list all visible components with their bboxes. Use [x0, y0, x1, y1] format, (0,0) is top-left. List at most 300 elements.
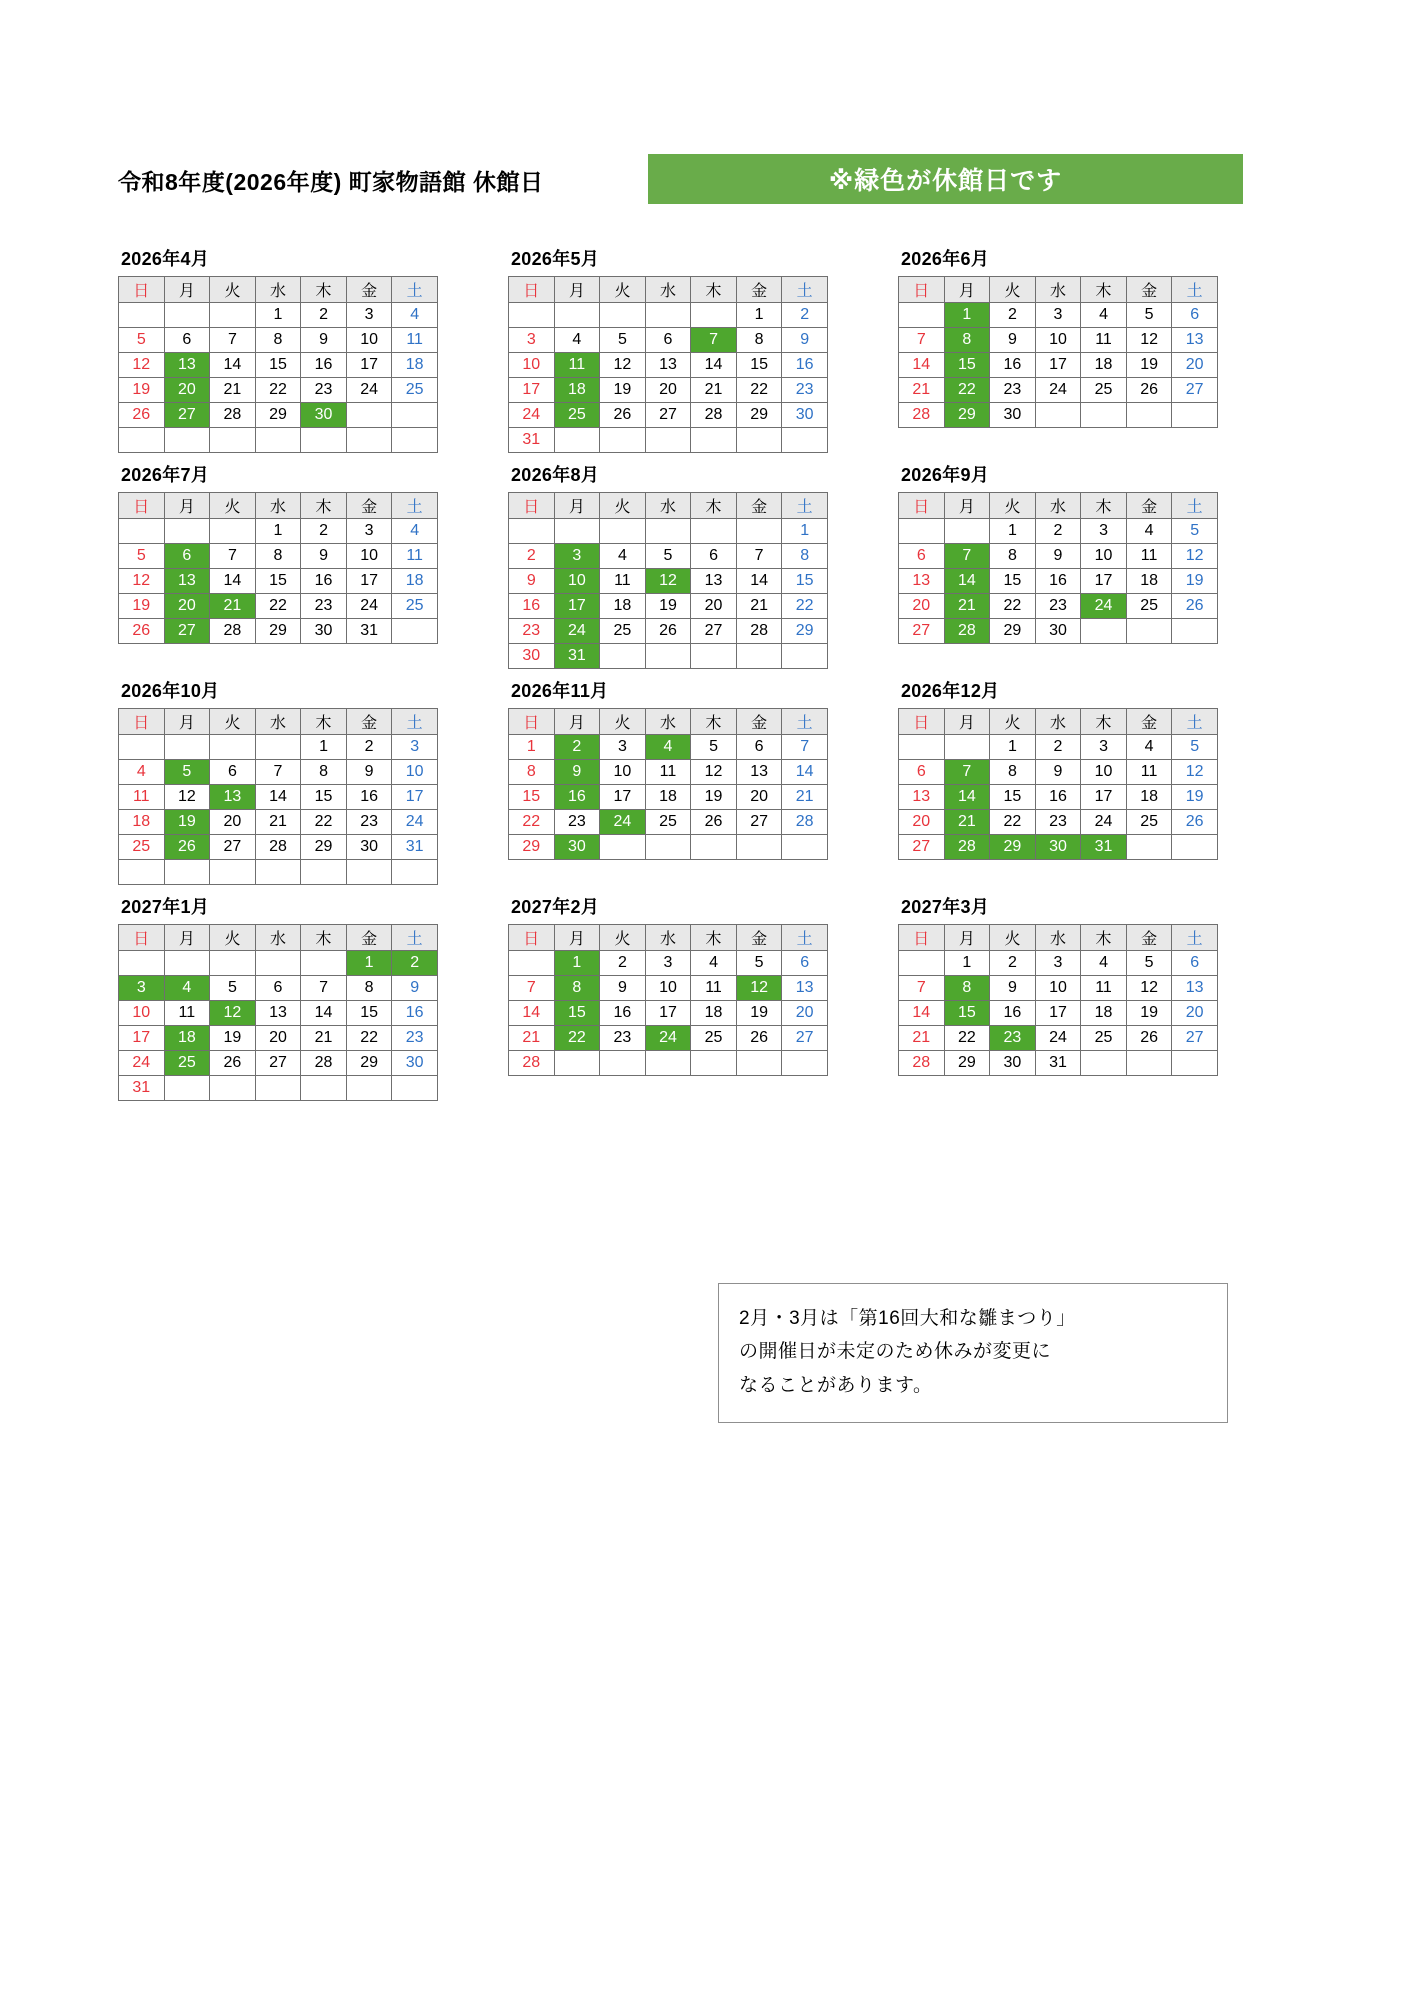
calendar-week-row: [509, 644, 828, 669]
calendar-month-10: [118, 893, 478, 1101]
calendar-day: 20: [899, 810, 945, 835]
calendar-day: 22: [346, 1026, 392, 1051]
calendar-day: 1: [255, 519, 301, 544]
calendar-day-closed: 21: [210, 594, 256, 619]
calendar-day: 18: [392, 569, 438, 594]
weekday-header: 木: [1081, 277, 1127, 303]
calendar-week-row: [509, 303, 828, 328]
calendar-day-empty: [210, 303, 256, 328]
calendar-day: 14: [210, 353, 256, 378]
calendar-day: 25: [1126, 810, 1172, 835]
calendar-week-row: [119, 1076, 438, 1101]
column-spacer: [478, 893, 508, 1101]
calendar-day: 2: [990, 303, 1036, 328]
calendar-month-11: [508, 893, 868, 1101]
weekday-header: 水: [645, 493, 691, 519]
calendar-day: 19: [119, 594, 165, 619]
calendar-day: 13: [1172, 976, 1218, 1001]
calendar-week-row: [119, 860, 438, 885]
weekday-header: 月: [554, 493, 600, 519]
calendar-day: 11: [1126, 544, 1172, 569]
calendar-day: 16: [392, 1001, 438, 1026]
calendar-month-title: 2026年9月: [901, 465, 990, 485]
weekday-header: 火: [210, 277, 256, 303]
weekday-header: 日: [899, 925, 945, 951]
calendar-day-empty: [164, 860, 210, 885]
weekday-header: 月: [944, 709, 990, 735]
calendar-day: 5: [1126, 951, 1172, 976]
calendar-day: 4: [392, 519, 438, 544]
calendar-day: 30: [301, 619, 347, 644]
calendar-day: 7: [736, 544, 782, 569]
calendar-week-row: [119, 303, 438, 328]
calendar-day-empty: [210, 1076, 256, 1101]
calendar-day: 20: [1172, 1001, 1218, 1026]
calendar-day: 7: [899, 328, 945, 353]
calendar-week-row: [899, 569, 1218, 594]
calendar-day: 25: [1081, 1026, 1127, 1051]
legend-banner: ※緑色が休館日です: [648, 154, 1243, 204]
calendar-day: 10: [392, 760, 438, 785]
calendar-day: 23: [509, 619, 555, 644]
calendar-day: 11: [691, 976, 737, 1001]
weekday-header: 月: [554, 925, 600, 951]
calendar-row: [118, 677, 1298, 885]
weekday-header: 火: [600, 709, 646, 735]
calendar-week-row: [119, 594, 438, 619]
weekday-header: 水: [645, 277, 691, 303]
calendar-day: 26: [691, 810, 737, 835]
calendar-row: [118, 461, 1298, 669]
calendar-row: [118, 245, 1298, 453]
calendar-day-empty: [645, 428, 691, 453]
calendar-day-empty: [255, 1076, 301, 1101]
calendar-day: 18: [1126, 569, 1172, 594]
weekday-header: 土: [1172, 493, 1218, 519]
weekday-header: 日: [119, 493, 165, 519]
calendar-day: 25: [1081, 378, 1127, 403]
calendar-day: 25: [1126, 594, 1172, 619]
calendar-day: 10: [1081, 760, 1127, 785]
calendar-day-empty: [600, 835, 646, 860]
calendar-day-empty: [1126, 1051, 1172, 1076]
calendar-day-empty: [691, 835, 737, 860]
calendar-day-empty: [210, 735, 256, 760]
calendar-week-row: [119, 810, 438, 835]
calendar-day: 8: [990, 760, 1036, 785]
calendar-day: 4: [119, 760, 165, 785]
weekday-header: 土: [1172, 709, 1218, 735]
calendar-day: 17: [346, 353, 392, 378]
calendar-day: 13: [645, 353, 691, 378]
calendar-day: 21: [255, 810, 301, 835]
calendar-day: 20: [782, 1001, 828, 1026]
calendar-day: 31: [392, 835, 438, 860]
calendar-day: 29: [255, 619, 301, 644]
calendar-month-8: [508, 677, 868, 885]
calendar-day: 26: [600, 403, 646, 428]
calendar-day: 27: [899, 835, 945, 860]
calendar-day-closed: 8: [944, 976, 990, 1001]
note-box: [718, 1283, 1228, 1423]
calendar-day-empty: [119, 951, 165, 976]
calendar-day: 1: [944, 951, 990, 976]
calendar-day: 26: [1126, 378, 1172, 403]
calendar-day: 21: [782, 785, 828, 810]
calendar-day: 19: [1126, 353, 1172, 378]
calendar-day: 27: [782, 1026, 828, 1051]
calendar-day-empty: [554, 303, 600, 328]
calendar-day-empty: [1172, 619, 1218, 644]
calendar-week-row: [509, 569, 828, 594]
weekday-header: 火: [600, 277, 646, 303]
calendar-day-closed: 28: [944, 835, 990, 860]
calendar-week-row: [509, 735, 828, 760]
calendar-day: 10: [645, 976, 691, 1001]
calendar-day: 28: [210, 403, 256, 428]
calendar-day: 24: [1035, 378, 1081, 403]
weekday-header: 金: [1126, 277, 1172, 303]
calendar-table: [118, 492, 438, 644]
calendar-day-closed: 11: [554, 353, 600, 378]
calendar-day-closed: 23: [990, 1026, 1036, 1051]
calendar-day-empty: [346, 1076, 392, 1101]
calendar-day: 12: [1126, 976, 1172, 1001]
calendar-day-closed: 15: [554, 1001, 600, 1026]
calendar-day-empty: [509, 303, 555, 328]
calendar-day-empty: [392, 428, 438, 453]
calendar-day: 29: [782, 619, 828, 644]
calendar-week-row: [899, 760, 1218, 785]
weekday-header: 木: [1081, 925, 1127, 951]
calendar-day: 6: [782, 951, 828, 976]
calendar-day: 27: [645, 403, 691, 428]
calendar-table: [898, 492, 1218, 644]
calendar-day-closed: 24: [1081, 594, 1127, 619]
calendar-day: 9: [392, 976, 438, 1001]
calendar-day-closed: 25: [554, 403, 600, 428]
calendar-day: 18: [1081, 353, 1127, 378]
calendar-day-empty: [554, 1051, 600, 1076]
calendar-day-closed: 2: [554, 735, 600, 760]
calendar-day: 20: [210, 810, 256, 835]
calendar-day: 23: [1035, 810, 1081, 835]
calendar-day: 19: [119, 378, 165, 403]
calendar-day: 20: [255, 1026, 301, 1051]
calendar-day-empty: [164, 1076, 210, 1101]
calendar-day: 2: [301, 303, 347, 328]
calendar-day: 22: [782, 594, 828, 619]
calendar-day: 20: [736, 785, 782, 810]
calendar-day: 8: [782, 544, 828, 569]
calendar-day: 11: [164, 1001, 210, 1026]
weekday-header: 水: [255, 277, 301, 303]
calendar-day: 27: [1172, 1026, 1218, 1051]
weekday-header: 水: [1035, 277, 1081, 303]
calendar-day-empty: [691, 1051, 737, 1076]
calendar-week-row: [509, 785, 828, 810]
calendar-week-row: [899, 328, 1218, 353]
calendar-table: [508, 276, 828, 453]
calendar-day: 8: [990, 544, 1036, 569]
weekday-header: 日: [119, 709, 165, 735]
calendar-day: 1: [736, 303, 782, 328]
calendar-day: 18: [600, 594, 646, 619]
calendar-day: 14: [899, 1001, 945, 1026]
weekday-header: 木: [301, 277, 347, 303]
calendar-day: 15: [509, 785, 555, 810]
calendar-day: 2: [346, 735, 392, 760]
calendar-table: [898, 276, 1218, 428]
calendar-day-empty: [255, 951, 301, 976]
weekday-header: 木: [691, 709, 737, 735]
calendar-day: 10: [509, 353, 555, 378]
calendar-day-empty: [301, 951, 347, 976]
calendar-day: 1: [782, 519, 828, 544]
calendar-week-row: [899, 544, 1218, 569]
calendar-week-row: [509, 835, 828, 860]
calendar-day: 22: [736, 378, 782, 403]
calendar-month-5: [508, 461, 868, 669]
calendar-week-row: [899, 1026, 1218, 1051]
calendar-day: 6: [164, 328, 210, 353]
calendar-day: 23: [1035, 594, 1081, 619]
calendar-day: 3: [600, 735, 646, 760]
calendar-day: 3: [1081, 519, 1127, 544]
calendar-day-empty: [600, 428, 646, 453]
calendar-day: 2: [301, 519, 347, 544]
calendar-day-empty: [782, 835, 828, 860]
calendar-day: 23: [600, 1026, 646, 1051]
weekday-header: 木: [1081, 709, 1127, 735]
calendar-day: 12: [164, 785, 210, 810]
calendar-day-empty: [691, 644, 737, 669]
calendar-day: 3: [1035, 303, 1081, 328]
calendar-day: 4: [392, 303, 438, 328]
calendar-day: 11: [1126, 760, 1172, 785]
calendar-week-row: [119, 1026, 438, 1051]
weekday-header: 金: [1126, 493, 1172, 519]
calendar-week-row: [509, 810, 828, 835]
weekday-header: 金: [736, 709, 782, 735]
weekday-header: 木: [301, 709, 347, 735]
note-line-2: の開催日が未定のため休みが変更に: [739, 1341, 1052, 1363]
calendar-day: 5: [645, 544, 691, 569]
calendar-month-title: 2026年10月: [121, 681, 220, 701]
calendar-table: [118, 708, 438, 885]
calendar-day: 12: [1126, 328, 1172, 353]
calendar-day: 6: [210, 760, 256, 785]
calendar-week-row: [899, 403, 1218, 428]
calendar-day-empty: [509, 519, 555, 544]
calendar-day-closed: 4: [164, 976, 210, 1001]
calendar-day: 17: [392, 785, 438, 810]
calendar-day: 7: [210, 328, 256, 353]
calendar-week-row: [899, 835, 1218, 860]
calendar-day-empty: [301, 428, 347, 453]
calendar-day: 19: [210, 1026, 256, 1051]
calendar-week-row: [509, 760, 828, 785]
calendar-day: 9: [301, 328, 347, 353]
calendar-day: 30: [392, 1051, 438, 1076]
calendar-day-empty: [899, 303, 945, 328]
calendar-day-closed: 14: [944, 785, 990, 810]
calendar-day-closed: 12: [736, 976, 782, 1001]
calendar-day: 17: [1035, 1001, 1081, 1026]
calendar-day: 4: [1126, 519, 1172, 544]
calendar-day-closed: 27: [164, 403, 210, 428]
calendar-month-12: [898, 893, 1258, 1101]
weekday-header: 土: [1172, 925, 1218, 951]
calendar-week-row: [119, 785, 438, 810]
calendar-day: 15: [990, 785, 1036, 810]
calendar-day: 10: [600, 760, 646, 785]
weekday-header: 金: [736, 925, 782, 951]
calendar-week-row: [119, 760, 438, 785]
calendar-day: 11: [1081, 328, 1127, 353]
weekday-header: 日: [899, 277, 945, 303]
weekday-header: 金: [1126, 925, 1172, 951]
weekday-header: 金: [346, 277, 392, 303]
calendar-day: 18: [1126, 785, 1172, 810]
calendar-month-title: 2026年12月: [901, 681, 1000, 701]
weekday-header: 木: [1081, 493, 1127, 519]
calendar-day: 2: [1035, 519, 1081, 544]
calendar-day: 1: [990, 519, 1036, 544]
weekday-header: 月: [164, 493, 210, 519]
weekday-header: 金: [346, 493, 392, 519]
calendar-day: 12: [1172, 544, 1218, 569]
calendar-week-row: [899, 619, 1218, 644]
weekday-header: 金: [346, 709, 392, 735]
calendar-day-closed: 30: [1035, 835, 1081, 860]
calendar-day: 10: [119, 1001, 165, 1026]
calendar-day: 19: [736, 1001, 782, 1026]
calendar-day: 4: [691, 951, 737, 976]
weekday-header: 土: [1172, 277, 1218, 303]
calendar-week-row: [119, 976, 438, 1001]
calendar-day: 26: [1126, 1026, 1172, 1051]
calendar-week-row: [899, 353, 1218, 378]
calendar-day: 16: [301, 353, 347, 378]
calendar-week-row: [899, 594, 1218, 619]
calendar-day: 26: [210, 1051, 256, 1076]
calendar-month-3: [898, 245, 1258, 453]
calendar-day: 6: [645, 328, 691, 353]
calendar-month-9: [898, 677, 1258, 885]
column-spacer: [868, 677, 898, 885]
calendar-day-closed: 1: [346, 951, 392, 976]
calendar-day: 22: [301, 810, 347, 835]
calendar-week-row: [899, 1001, 1218, 1026]
weekday-header: 日: [119, 277, 165, 303]
weekday-header: 土: [392, 925, 438, 951]
calendar-day: 30: [1035, 619, 1081, 644]
calendar-day-empty: [782, 1051, 828, 1076]
weekday-header: 日: [509, 493, 555, 519]
calendar-week-row: [119, 403, 438, 428]
calendar-day-closed: 27: [164, 619, 210, 644]
calendar-day-empty: [164, 519, 210, 544]
calendar-day: 7: [255, 760, 301, 785]
calendar-day-empty: [1081, 619, 1127, 644]
weekday-header: 月: [554, 709, 600, 735]
weekday-header: 火: [210, 709, 256, 735]
calendar-day-empty: [346, 428, 392, 453]
calendar-day: 19: [691, 785, 737, 810]
calendar-day-closed: 20: [164, 594, 210, 619]
calendar-day: 14: [210, 569, 256, 594]
calendar-week-row: [509, 1001, 828, 1026]
weekday-header: 月: [944, 493, 990, 519]
calendar-day: 3: [346, 303, 392, 328]
calendar-day: 2: [990, 951, 1036, 976]
calendar-day: 25: [645, 810, 691, 835]
calendar-day: 9: [1035, 544, 1081, 569]
calendar-day: 27: [736, 810, 782, 835]
calendar-day-closed: 15: [944, 1001, 990, 1026]
calendar-day: 30: [990, 1051, 1036, 1076]
calendar-day-empty: [210, 951, 256, 976]
calendar-day-closed: 13: [164, 569, 210, 594]
calendar-day: 21: [691, 378, 737, 403]
calendar-day: 21: [899, 378, 945, 403]
calendar-day-empty: [1172, 1051, 1218, 1076]
weekday-header: 水: [645, 925, 691, 951]
weekday-header: 金: [1126, 709, 1172, 735]
calendar-day: 23: [990, 378, 1036, 403]
calendar-day-closed: 26: [164, 835, 210, 860]
calendar-day: 24: [392, 810, 438, 835]
calendar-day-empty: [736, 428, 782, 453]
calendar-day: 24: [1081, 810, 1127, 835]
calendar-day: 10: [346, 544, 392, 569]
calendar-day: 1: [255, 303, 301, 328]
calendar-day: 9: [301, 544, 347, 569]
calendar-day: 30: [990, 403, 1036, 428]
calendar-table: [508, 924, 828, 1076]
weekday-header: 日: [899, 493, 945, 519]
calendar-day-closed: 24: [645, 1026, 691, 1051]
weekday-header: 土: [392, 493, 438, 519]
weekday-header: 水: [645, 709, 691, 735]
weekday-header: 土: [392, 709, 438, 735]
calendar-day: 29: [255, 403, 301, 428]
calendar-day-empty: [210, 519, 256, 544]
calendar-day: 27: [1172, 378, 1218, 403]
weekday-header: 火: [210, 493, 256, 519]
calendar-day-closed: 24: [554, 619, 600, 644]
calendar-day: 30: [782, 403, 828, 428]
calendar-day-closed: 1: [554, 951, 600, 976]
column-spacer: [478, 461, 508, 669]
calendar-week-row: [119, 735, 438, 760]
calendar-day: 3: [645, 951, 691, 976]
calendar-day: 25: [392, 594, 438, 619]
calendar-day-empty: [1126, 403, 1172, 428]
weekday-header: 火: [600, 493, 646, 519]
calendar-day-closed: 2: [392, 951, 438, 976]
calendar-day: 13: [1172, 328, 1218, 353]
calendar-day: 11: [1081, 976, 1127, 1001]
weekday-header: 火: [990, 493, 1036, 519]
calendar-day: 16: [782, 353, 828, 378]
weekday-header: 火: [990, 277, 1036, 303]
calendar-day-empty: [645, 835, 691, 860]
calendar-day: 16: [600, 1001, 646, 1026]
calendar-day-empty: [899, 519, 945, 544]
calendar-day: 10: [1081, 544, 1127, 569]
